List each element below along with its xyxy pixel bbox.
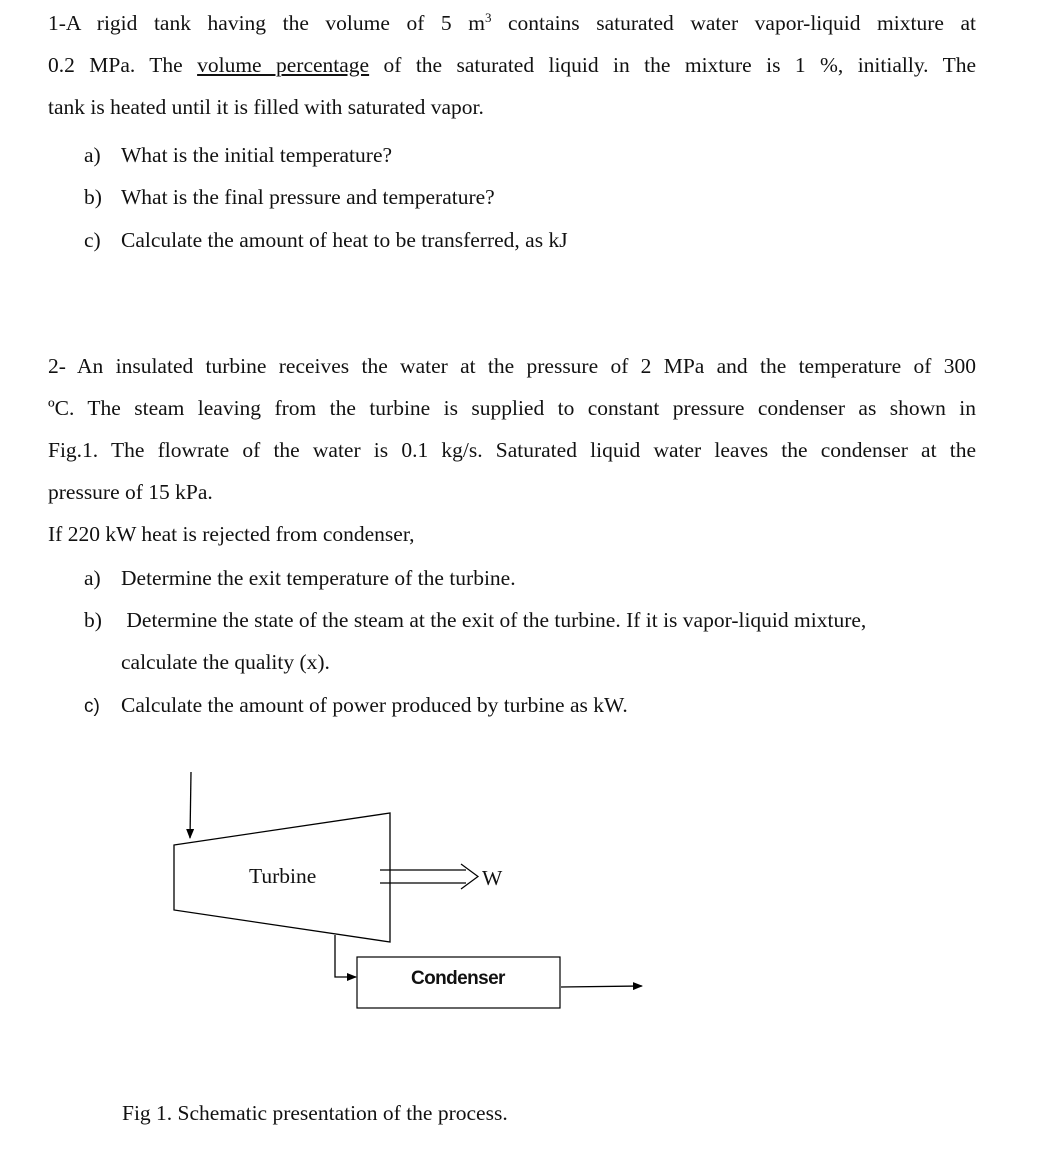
outlet-arrow	[561, 986, 642, 987]
inlet-arrow	[190, 772, 191, 838]
problem2-item-b-continuation: calculate the quality (x).	[121, 650, 330, 674]
problem1-item-b: b) What is the final pressure and temperature?	[84, 185, 495, 209]
turbine-exit-line	[335, 935, 356, 977]
problem1-line3: tank is heated until it is filled with saturated vapor.	[48, 95, 484, 119]
work-arrow	[380, 864, 478, 889]
underlined-term: volume percentage	[197, 53, 370, 77]
condenser-label: Condenser	[411, 968, 505, 989]
work-label: W	[482, 866, 503, 890]
turbine-label: Turbine	[249, 864, 317, 888]
problem1-item-a: a) What is the initial temperature?	[84, 143, 393, 167]
figure-caption: Fig 1. Schematic presentation of the process.	[122, 1101, 508, 1125]
problem2-line2: ºC. The steam leaving from the turbine is supplied to constant pressure condenser as shown in	[48, 396, 976, 420]
problem1-line2: 0.2 MPa. The volume percentage of the saturated liquid in the mixture is 1 %, initially. The	[48, 53, 976, 77]
problem2-line3: Fig.1. The flowrate of the water is 0.1 kg/s. Saturated liquid water leaves the condenser at the	[48, 438, 976, 462]
problem2-item-a: a) Determine the exit temperature of the turbine.	[84, 566, 516, 590]
problem2-line5: If 220 kW heat is rejected from condenser,	[48, 522, 415, 546]
problem1-item-c: c) Calculate the amount of heat to be transferred, as kJ	[84, 228, 568, 252]
problem2-item-c: c) Calculate the amount of power produced by turbine as kW.	[84, 693, 628, 717]
problem2-line4: pressure of 15 kPa.	[48, 480, 213, 504]
problem2-line1: 2- An insulated turbine receives the water at the pressure of 2 MPa and the temperature of 300	[48, 354, 976, 378]
problem1-line1: 1-A rigid tank having the volume of 5 $m^3$ contains saturated water vapor-liquid mixture at	[48, 10, 976, 35]
problem2-item-b: b) Determine the state of the steam at the exit of the turbine. If it is vapor-liquid mixture,	[84, 608, 867, 632]
